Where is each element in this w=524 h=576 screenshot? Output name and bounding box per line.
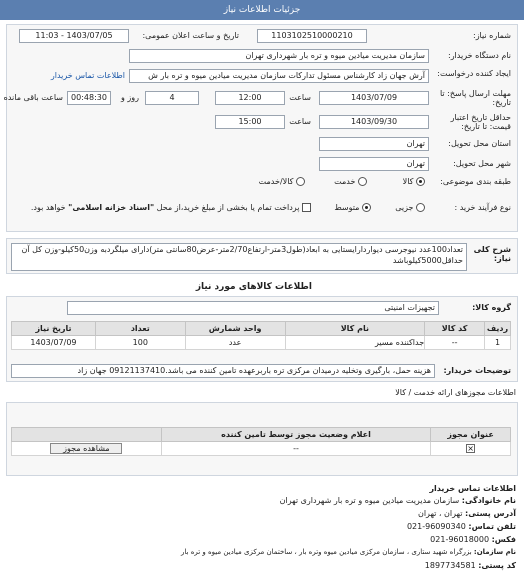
description-label: شرح کلی نیاز: <box>473 245 511 263</box>
deadline-date-field: 1403/07/09 <box>319 91 429 105</box>
validity-label: حداقل تاریخ اعتبار قیمت: تا تاریخ: <box>450 113 511 131</box>
cell-qty: 100 <box>95 336 185 350</box>
goods-header-row <box>12 322 511 336</box>
radio-icon[interactable] <box>296 177 305 186</box>
radio-icon[interactable] <box>416 177 425 186</box>
col-qty: تعداد <box>95 322 185 336</box>
days-remaining-field: 4 <box>145 91 199 105</box>
cell-license-status: -- <box>161 442 430 456</box>
radio-icon[interactable] <box>416 203 425 212</box>
licenses-section <box>6 402 518 476</box>
subject-option-service[interactable]: خدمت <box>334 177 367 186</box>
col-unit: واحد شمارش <box>185 322 285 336</box>
description-section <box>6 238 518 274</box>
contact-line: تلفن تماس: 96090340-021 <box>406 522 516 531</box>
licenses-header-row <box>12 428 511 442</box>
col-license-status: اعلام وضعیت مجوز توسط تامین کننده <box>161 428 430 442</box>
subject-option-goods-service[interactable]: کالا/خدمت <box>259 177 305 186</box>
deadline-label: مهلت ارسال پاسخ: تا تاریخ: <box>439 89 511 107</box>
validity-time-label: ساعت <box>289 117 311 126</box>
need-number-label: شماره نیاز: <box>473 31 511 40</box>
remaining-label: ساعت باقی مانده <box>3 93 63 102</box>
contact-line: نام سازمان: بزرگراه شهید ستاری ، سازمان مرکزی میادین میوه وتره بار ، ساختمان مرکزی میادین میوه و تره بار <box>181 548 516 556</box>
validity-time-field: 15:00 <box>215 115 285 129</box>
contact-line: نام خانوادگی: سازمان مدیریت میادین میوه و تره بار شهرداری تهران <box>279 496 516 505</box>
requester-field: آرش جهان زاد کارشناس مسئول تدارکات سازمان مدیریت میادین میوه و تره بار ش <box>129 69 429 83</box>
province-label: استان محل تحویل: <box>448 139 511 148</box>
city-field: تهران <box>319 157 429 171</box>
remaining-time-field: 00:48:30 <box>67 91 111 105</box>
subject-option-goods[interactable]: کالا <box>403 177 425 186</box>
cell-license-action <box>12 442 162 456</box>
deadline-time-label: ساعت <box>289 93 311 102</box>
validity-date-field: 1403/09/30 <box>319 115 429 129</box>
goods-group-field: تجهیزات امنیتی <box>67 301 439 315</box>
cell-row: 1 <box>485 336 511 350</box>
licenses-section-title: اطلاعات مجوزهای ارائه خدمت / کالا <box>395 388 516 397</box>
days-label: روز و <box>121 93 139 102</box>
page-title: جزئیات اطلاعات نیاز <box>0 0 524 20</box>
process-option-medium[interactable]: متوسط <box>334 203 371 212</box>
need-info-panel <box>3 24 518 232</box>
contact-section-title: اطلاعات تماس خریدار <box>429 484 516 493</box>
payment-note: پرداخت تمام یا بخشی از مبلغ خرید،از محل "اسناد خزانه اسلامی" خواهد بود. <box>31 203 311 212</box>
deadline-time-field: 12:00 <box>215 91 285 105</box>
contact-line: آدرس پستی: تهران ، تهران <box>417 509 516 518</box>
licenses-table <box>11 427 511 456</box>
cell-name: جداکننده مسیر <box>285 336 425 350</box>
close-icon[interactable]: × <box>467 444 474 453</box>
description-field: تعداد100عدد نیوجرسی دیواردارایستایی به ابعاد(طول3متر-ارتفاع2/70متر-عرض80سانتی متر)دارای میلگردبه وزن50کیلو-وزن کل آن حداقل5000کیلوباشد <box>11 243 467 271</box>
checkbox-icon[interactable] <box>302 203 311 212</box>
buyer-contact-link[interactable]: اطلاعات تماس خریدار <box>50 71 125 80</box>
goods-group-label: گروه کالا: <box>472 303 511 312</box>
city-label: شهر محل تحویل: <box>453 159 511 168</box>
process-option-minor[interactable]: جزیی <box>395 203 425 212</box>
radio-icon[interactable] <box>362 203 371 212</box>
buyer-notes-label: توضیحات خریدار: <box>443 366 511 375</box>
announce-date-field: 1403/07/05 - 11:03 <box>19 29 129 43</box>
goods-section <box>6 296 518 368</box>
view-license-button[interactable]: مشاهده مجوز <box>50 443 122 454</box>
col-code: کد کالا <box>425 322 485 336</box>
cell-license-check <box>431 442 511 456</box>
buyer-notes-field: هزینه حمل، بارگیری وتخلیه درمیدان مرکزی تره باربرعهده تامین کننده می باشد.09121137410 جهان زاد <box>11 364 435 378</box>
goods-section-title: اطلاعات کالاهای مورد نیاز <box>195 282 312 292</box>
process-label: نوع فرآیند خرید : <box>454 203 511 212</box>
cell-date: 1403/07/09 <box>12 336 96 350</box>
requester-label: ایجاد کننده درخواست: <box>437 69 511 78</box>
col-date: تاریخ نیاز <box>12 322 96 336</box>
contact-line: کد پستی: 1897734581 <box>424 561 516 570</box>
buyer-org-label: نام دستگاه خریدار: <box>448 51 511 60</box>
cell-code: -- <box>425 336 485 350</box>
cell-unit: عدد <box>185 336 285 350</box>
radio-icon[interactable] <box>358 177 367 186</box>
announce-date-label: تاریخ و ساعت اعلان عمومی: <box>142 31 239 40</box>
table-row <box>12 336 511 350</box>
buyer-org-field: سازمان مدیریت میادین میوه و تره بار شهرداری تهران <box>129 49 429 63</box>
buyer-notes-section <box>6 360 518 382</box>
contact-line: فکس: 96018000-021 <box>430 535 516 544</box>
col-license-title: عنوان مجوز <box>431 428 511 442</box>
col-license-action <box>12 428 162 442</box>
table-row <box>12 442 511 456</box>
col-name: نام کالا <box>285 322 425 336</box>
need-number-field: 1103102510000210 <box>257 29 367 43</box>
goods-table <box>11 321 511 350</box>
subject-label: طبقه بندی موضوعی: <box>440 177 511 186</box>
col-row: ردیف <box>485 322 511 336</box>
province-field: تهران <box>319 137 429 151</box>
